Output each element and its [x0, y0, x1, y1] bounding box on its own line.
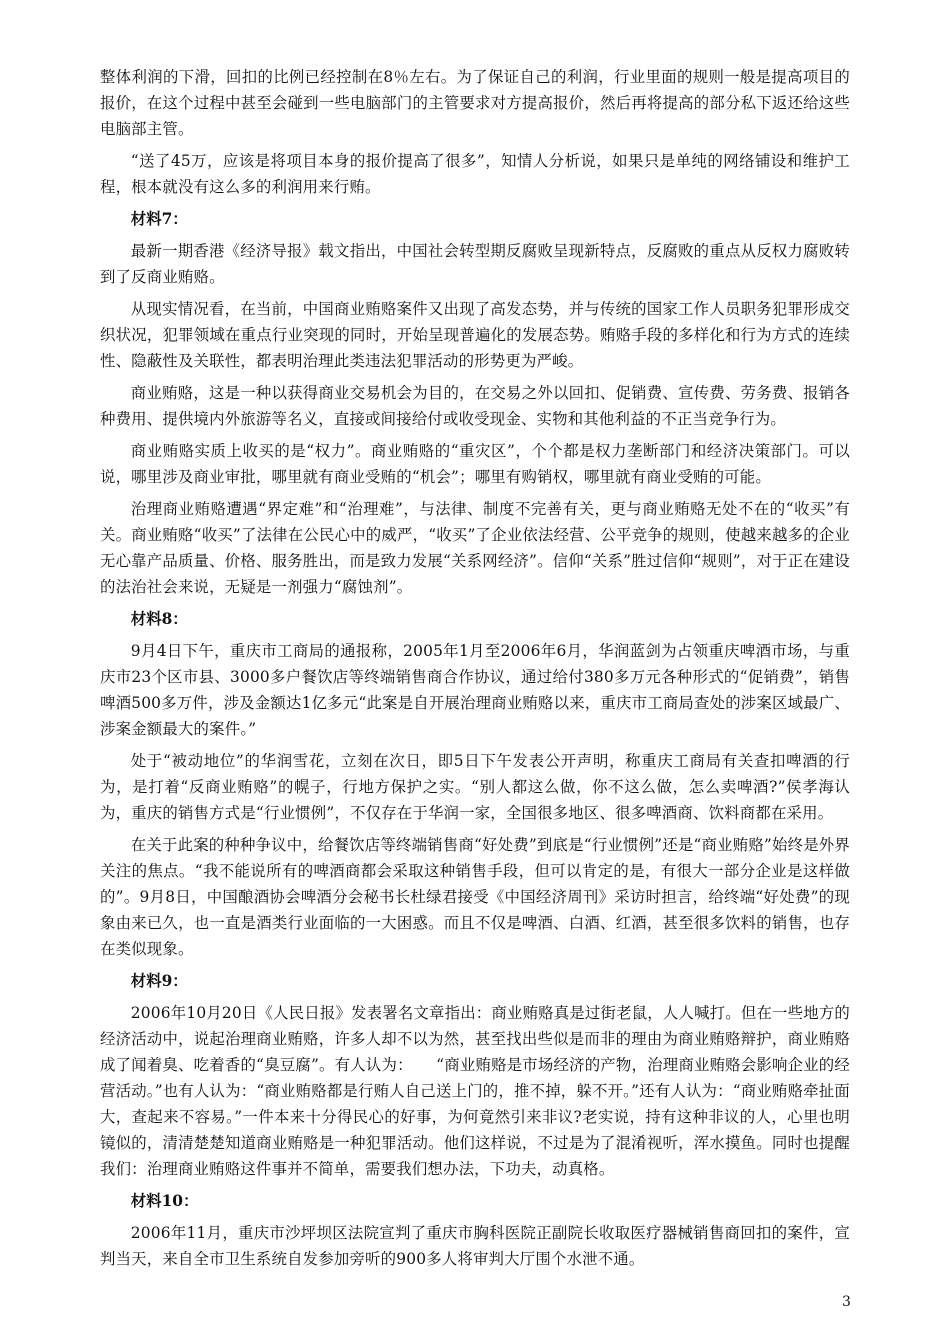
paragraph: 2006年10月20日《人民日报》发表署名文章指出：商业贿赂真是过街老鼠，人人喊打。但在一些地方的经济活动中，说起治理商业贿赂，许多人却不以为然，甚至找出些似是而非的理由为商业贿赂辩护，商业贿赂成了闻着臭、吃着香的“臭豆腐”。有人认为： “商业贿赂是市场经济的产物，治理商业贿赂会影响企业的经营活动。”也有人认为：“商业贿赂都是行贿人自己送上门的，推不掉，躲不开。”还有人认为：“商业贿赂牵扯面大，查起来不容易。”一件本来十分得民心的好事，为何竟然引来非议?老实说，持有这种非议的人，心里也明镜似的，清清楚楚知道商业贿赂是一种犯罪活动。他们这样说，不过是为了混淆视听，浑水摸鱼。同时也提醒我们：治理商业贿赂这件事并不简单，需要我们想办法，下功夫，动真格。 — [100, 1004, 850, 1178]
paragraph: 商业贿赂实质上收买的是“权力”。商业贿赂的“重灾区”，个个都是权力垄断部门和经济决策部门。可以说，哪里涉及商业审批，哪里就有商业受贿的“机会”；哪里有购销权，哪里就有商业受贿的可能。 — [100, 442, 850, 486]
paragraph: 从现实情况看，在当前，中国商业贿赂案件又出现了高发态势，并与传统的国家工作人员职务犯罪形成交织状况，犯罪领域在重点行业突现的同时，开始呈现普遍化的发展态势。贿赂手段的多样化和行为方式的连续性、隐蔽性及关联性，都表明治理此类违法犯罪活动的形势更为严峻。 — [100, 300, 850, 370]
paragraph: “送了45万，应该是将项目本身的报价提高了很多”，知情人分析说，如果只是单纯的网络铺设和维护工程，根本就没有这么多的利润用来行贿。 — [100, 152, 850, 196]
section-heading: 材料8： — [130, 610, 188, 628]
paragraph: 2006年11月，重庆市沙坪坝区法院宣判了重庆市胸科医院正副院长收取医疗器械销售商回扣的案件，宣判当天，来自全市卫生系统自发参加旁听的900多人将审判大厅围个水泄不通。 — [100, 1224, 850, 1268]
paragraph: 整体利润的下滑，回扣的比例已经控制在8％左右。为了保证自己的利润，行业里面的规则一般是提高项目的报价，在这个过程中甚至会碰到一些电脑部门的主管要求对方提高报价，然后再将提高的部分私下返还给这些电脑部主管。 — [100, 68, 850, 138]
paragraph: 商业贿赂，这是一种以获得商业交易机会为目的，在交易之外以回扣、促销费、宣传费、劳务费、报销各种费用、提供境内外旅游等名义，直接或间接给付或收受现金、实物和其他利益的不正当竞争行为。 — [100, 384, 850, 428]
paragraph: 9月4日下午，重庆市工商局的通报称，2005年1月至2006年6月，华润蓝剑为占领重庆啤酒市场，与重庆市23个区市县、3000多户餐饮店等终端销售商合作协议，通过给付380多万元各种形式的“促销费”，销售啤酒500多万件，涉及金额达1亿多元“此案是自开展治理商业贿赂以来，重庆市工商局查处的涉案区域最广、涉案金额最大的案件。” — [100, 642, 850, 738]
section-heading: 材料9： — [130, 972, 188, 990]
paragraph: 处于“被动地位”的华润雪花，立刻在次日，即5日下午发表公开声明，称重庆工商局有关查扣啤酒的行为，是打着“反商业贿赂”的幌子，行地方保护之实。“别人都这么做，你不这么做，怎么卖啤酒?”侯孝海认为，重庆的销售方式是“行业惯例”，不仅存在于华润一家，全国很多地区、很多啤酒商、饮料商都在采用。 — [100, 752, 850, 822]
page-number: 3 — [842, 1294, 851, 1310]
section-heading: 材料7： — [130, 210, 188, 228]
paragraph: 在关于此案的种种争议中，给餐饮店等终端销售商“好处费”到底是“行业惯例”还是“商业贿赂”始终是外界关注的焦点。“我不能说所有的啤酒商都会采取这种销售手段，但可以肯定的是，有很大一部分企业是这样做的”。9月8日，中国酿酒协会啤酒分会秘书长杜绿君接受《中国经济周刊》采访时担言，给终端“好处费”的现象由来已久，也一直是酒类行业面临的一大困惑。而且不仅是啤酒、白酒、红酒，甚至很多饮料的销售，也存在类似现象。 — [100, 836, 850, 958]
document-body — [100, 64, 850, 1278]
paragraph: 最新一期香港《经济导报》载文指出，中国社会转型期反腐败呈现新特点，反腐败的重点从反权力腐败转到了反商业贿赂。 — [100, 242, 850, 286]
paragraph: 治理商业贿赂遭遇“界定难”和“治理难”，与法律、制度不完善有关，更与商业贿赂无处不在的“收买”有关。商业贿赂“收买”了法律在公民心中的威严，“收买”了企业依法经营、公平竞争的规则，使越来越多的企业无心靠产品质量、价格、服务胜出，而是致力发展“关系网经济”。信仰“关系”胜过信仰“规则”，对于正在建设的法治社会来说，无疑是一剂强力“腐蚀剂”。 — [100, 500, 850, 596]
section-heading: 材料10： — [130, 1192, 199, 1210]
